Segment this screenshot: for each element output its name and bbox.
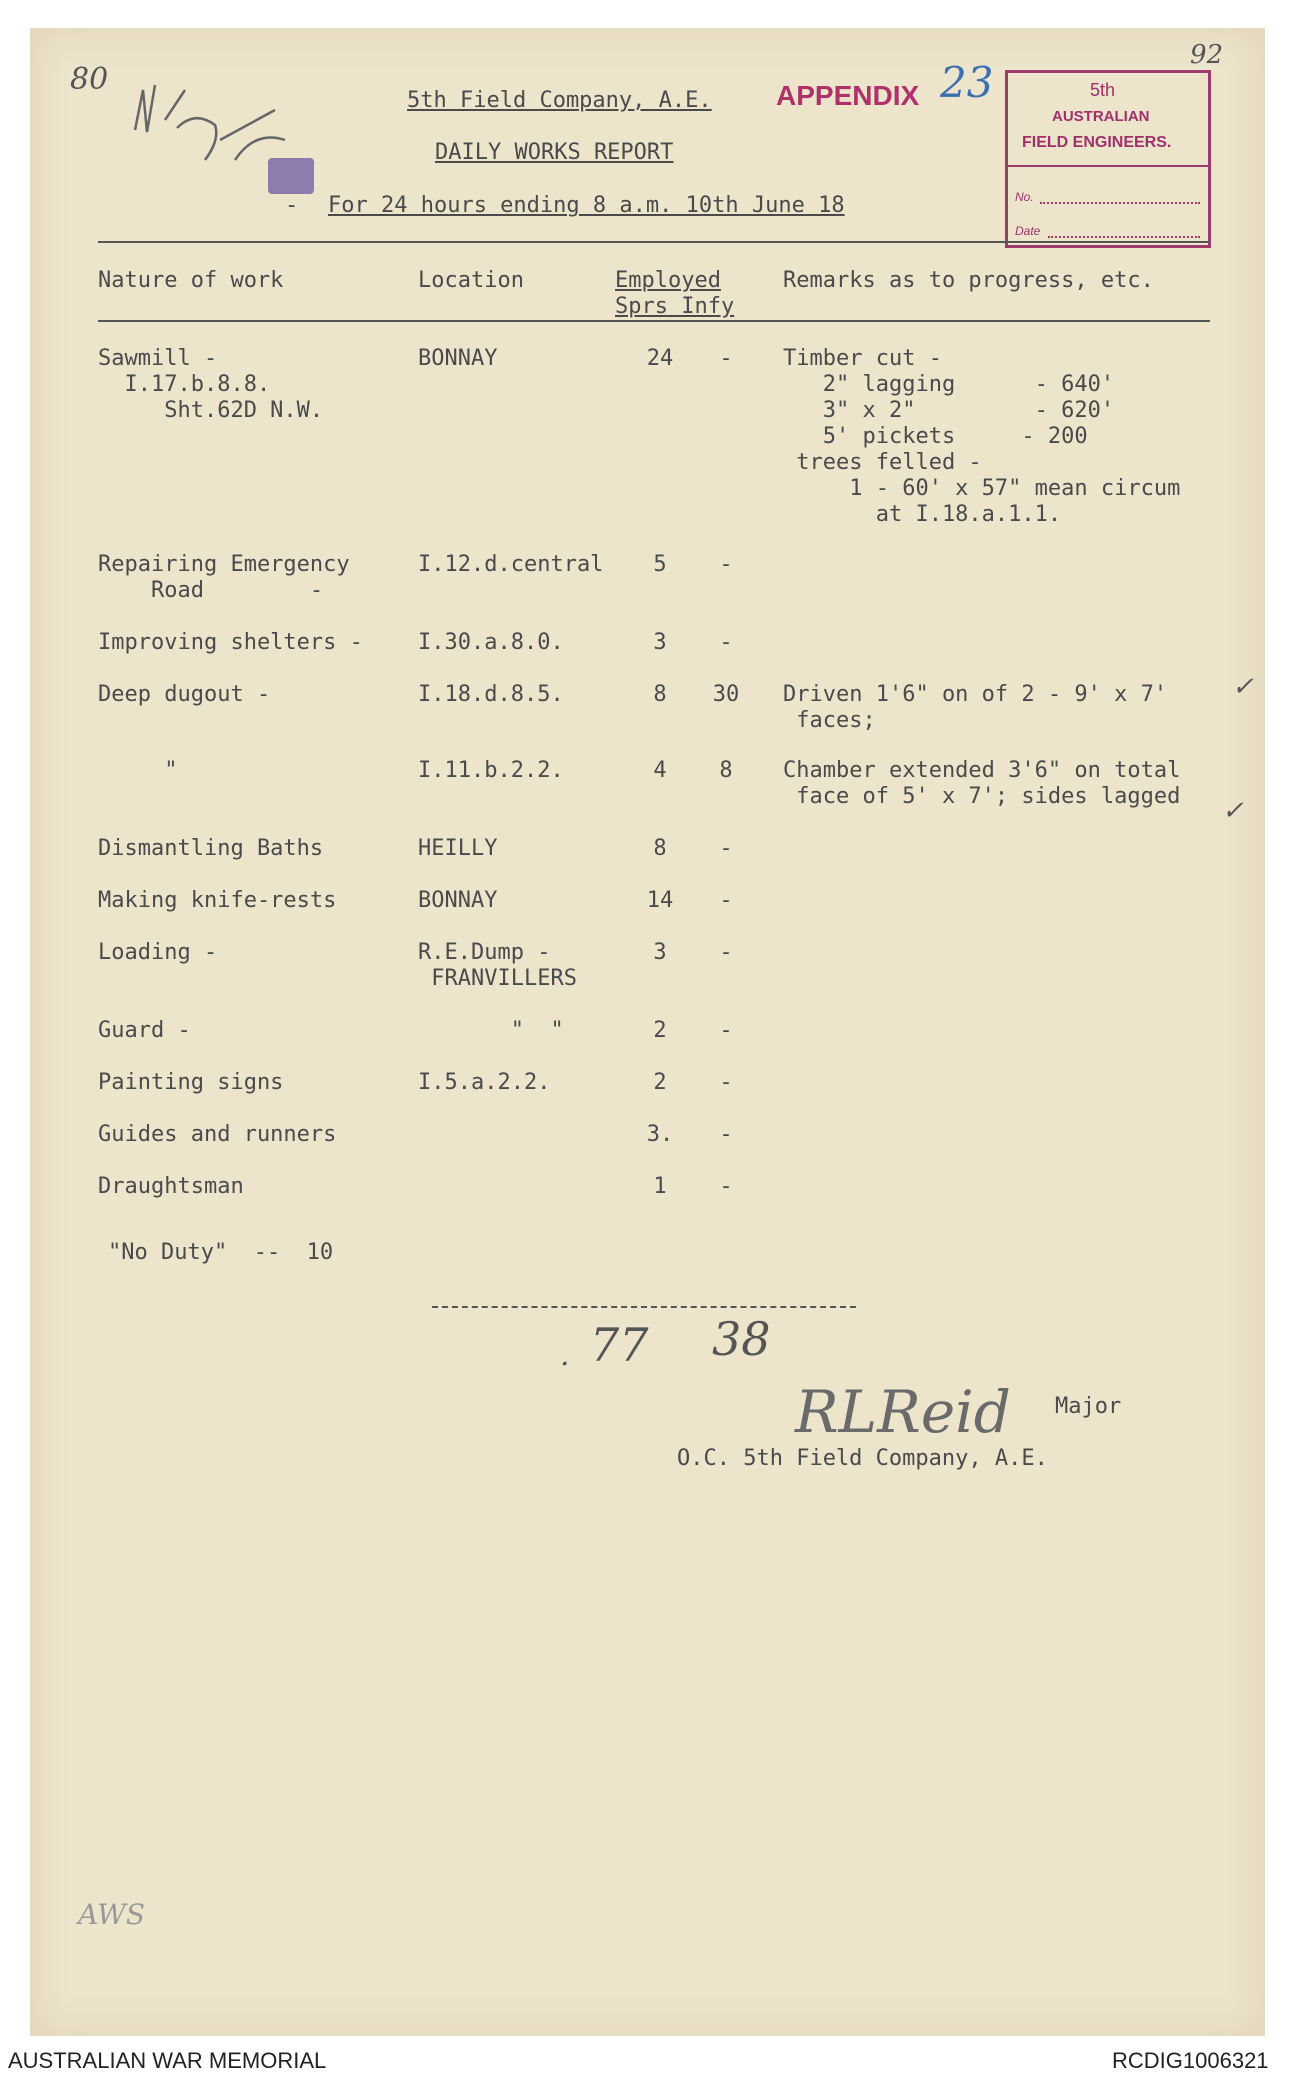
row-remarks-line: Driven 1'6" on of 2 - 9' x 7'	[783, 682, 1168, 707]
row-remarks-line: faces;	[783, 708, 876, 733]
initials-bottom: AWS	[78, 1898, 146, 1931]
row-sprs: 8	[653, 836, 667, 861]
row-nature-line: Road -	[98, 578, 324, 603]
row-location-line: BONNAY	[418, 346, 498, 371]
row-sprs: 3.	[646, 1122, 674, 1147]
row-location-line: R.E.Dump -	[418, 940, 551, 965]
row-nature-line: Dismantling Baths	[98, 836, 324, 861]
row-infy: 30	[712, 682, 740, 707]
signature: RLReid	[795, 1378, 1011, 1446]
row-nature-line: Making knife-rests	[98, 888, 337, 913]
row-location-line: I.12.d.central	[418, 552, 604, 577]
signature-rank: Major	[1055, 1394, 1122, 1419]
total-infy: 38	[712, 1312, 771, 1366]
stamp-divider	[1008, 165, 1208, 167]
row-nature-line: Sht.62D N.W.	[98, 398, 324, 423]
dashed-separator	[432, 1306, 856, 1308]
footer-archive: AUSTRALIAN WAR MEMORIAL	[8, 2048, 327, 2073]
column-nature: Nature of work	[98, 268, 284, 293]
appendix-number: 23	[940, 58, 994, 107]
row-nature-line: Guard -	[98, 1018, 191, 1043]
row-location-line: HEILLY	[418, 836, 498, 861]
row-sprs: 5	[653, 552, 667, 577]
row-infy: -	[719, 940, 733, 965]
row-nature-line: Sawmill -	[98, 346, 218, 371]
stamp-line-1: 5th	[1090, 80, 1116, 100]
row-remarks-line: 5' pickets - 200	[783, 424, 1088, 449]
row-location-line: I.11.b.2.2.	[418, 758, 564, 783]
row-remarks-line: 1 - 60' x 57" mean circum	[783, 476, 1181, 501]
row-sprs: 14	[646, 888, 674, 913]
stamp-date-line	[1048, 236, 1200, 238]
total-dot: .	[560, 1338, 570, 1373]
row-nature-line: Draughtsman	[98, 1174, 244, 1199]
row-sprs: 8	[653, 682, 667, 707]
row-remarks-line: Chamber extended 3'6" on total	[783, 758, 1181, 783]
row-remarks-line: Timber cut -	[783, 346, 942, 371]
stamp-line-3: FIELD ENGINEERS.	[1022, 134, 1172, 151]
row-sprs: 4	[653, 758, 667, 783]
violet-ink-mark	[268, 158, 314, 194]
total-sprs: 77	[590, 1318, 649, 1372]
stamp-no-label: No.	[1015, 190, 1034, 204]
no-duty-line: "No Duty" -- 10	[108, 1240, 334, 1265]
row-nature-line: Deep dugout -	[98, 682, 271, 707]
row-infy: -	[719, 1174, 733, 1199]
period-dash: -	[285, 193, 299, 218]
row-sprs: 3	[653, 630, 667, 655]
report-title: DAILY WORKS REPORT	[435, 140, 674, 165]
folio-number-right: 92	[1190, 40, 1224, 70]
row-sprs: 3	[653, 940, 667, 965]
row-nature-line: Repairing Emergency	[98, 552, 350, 577]
row-infy: -	[719, 552, 733, 577]
row-nature-line: "	[98, 758, 178, 783]
header-rule-top	[98, 241, 1210, 243]
row-remarks-line: face of 5' x 7'; sides lagged	[783, 784, 1181, 809]
header-rule-bottom	[98, 320, 1210, 322]
row-nature-line: Guides and runners	[98, 1122, 337, 1147]
appendix-label: APPENDIX	[776, 80, 920, 111]
row-infy: -	[719, 1018, 733, 1043]
folio-number-left: 80	[70, 62, 109, 97]
row-location-line: FRANVILLERS	[418, 966, 577, 991]
row-remarks-line: trees felled -	[783, 450, 982, 475]
row-infy: -	[719, 888, 733, 913]
stamp-no-line	[1040, 202, 1200, 204]
row-location-line: BONNAY	[418, 888, 498, 913]
row-location-line: I.5.a.2.2.	[418, 1070, 551, 1095]
row-sprs: 2	[653, 1018, 667, 1043]
company-heading: 5th Field Company, A.E.	[407, 88, 712, 113]
row-nature-line: Loading -	[98, 940, 218, 965]
row-infy: -	[719, 346, 733, 371]
row-nature-line: Improving shelters -	[98, 630, 363, 655]
tick-mark-2: ✓	[1222, 796, 1244, 826]
row-sprs: 2	[653, 1070, 667, 1095]
column-employed-sub: Sprs Infy	[615, 294, 735, 319]
row-sprs: 1	[653, 1174, 667, 1199]
stamp-date-label: Date	[1015, 224, 1041, 238]
row-location-line: " "	[418, 1018, 564, 1043]
row-infy: -	[719, 630, 733, 655]
row-remarks-line: 3" x 2" - 620'	[783, 398, 1115, 423]
row-nature-line: Painting signs	[98, 1070, 284, 1095]
row-location-line: I.30.a.8.0.	[418, 630, 564, 655]
signature-title: O.C. 5th Field Company, A.E.	[677, 1446, 1048, 1471]
row-remarks-line: at I.18.a.1.1.	[783, 502, 1062, 527]
row-infy: -	[719, 1122, 733, 1147]
row-infy: -	[719, 1070, 733, 1095]
row-infy: 8	[719, 758, 733, 783]
stamp-line-2: AUSTRALIAN	[1052, 108, 1150, 125]
tick-mark-1: ✓	[1232, 672, 1254, 702]
report-period: For 24 hours ending 8 a.m. 10th June 18	[328, 193, 845, 218]
row-location-line: I.18.d.8.5.	[418, 682, 564, 707]
column-remarks: Remarks as to progress, etc.	[783, 268, 1154, 293]
row-remarks-line: 2" lagging - 640'	[783, 372, 1115, 397]
row-sprs: 24	[646, 346, 674, 371]
footer-id: RCDIG1006321	[1112, 2048, 1269, 2073]
column-location: Location	[418, 268, 524, 293]
column-employed: Employed	[615, 268, 721, 293]
row-infy: -	[719, 836, 733, 861]
row-nature-line: I.17.b.8.8.	[98, 372, 271, 397]
